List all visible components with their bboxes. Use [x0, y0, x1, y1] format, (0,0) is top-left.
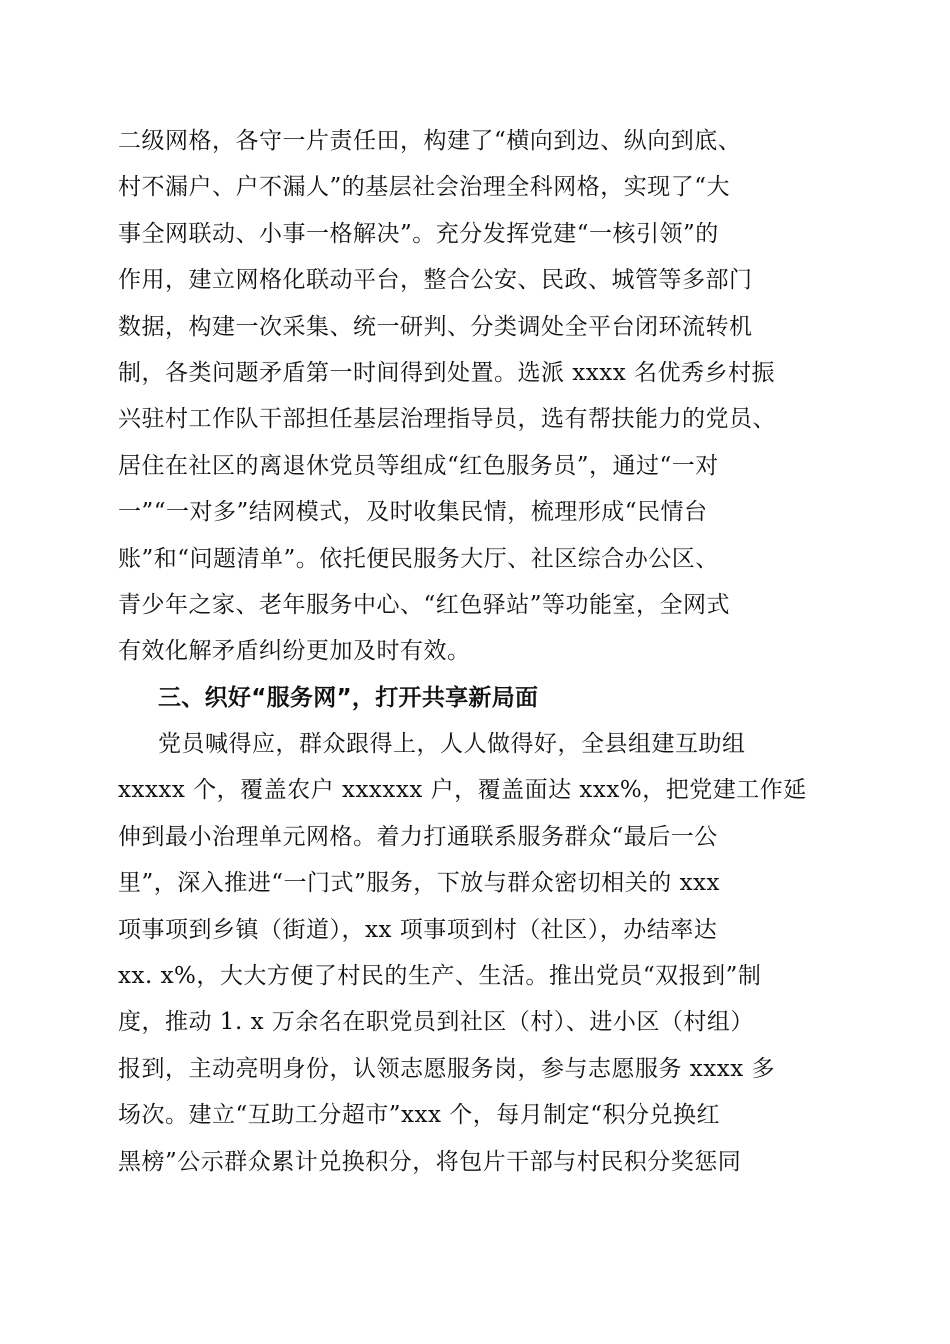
text-line: xxxxx 个，覆盖农户 xxxxxx 户，覆盖面达 xxx%，把党建工作延 [118, 777, 807, 804]
text-line: 作用，建立网格化联动平台，整合公安、民政、城管等多部门 [118, 267, 753, 294]
section-heading: 三、织好“服务网”，打开共享新局面 [158, 684, 539, 711]
text-line: 制，各类问题矛盾第一时间得到处置。选派 xxxx 名优秀乡村振 [118, 359, 776, 386]
text-line: 一”“一对多”结网模式，及时收集民情，梳理形成“民情台 [118, 499, 708, 526]
text-line: 党员喊得应，群众跟得上，人人做得好，全县组建互助组 [158, 731, 746, 758]
text-line: xx. x%，大大方便了村民的生产、生活。推出党员“双报到”制 [118, 963, 762, 990]
text-line: 项事项到乡镇（街道），xx 项事项到村（社区），办结率达 [118, 916, 718, 943]
text-line: 居住在社区的离退休党员等组成“红色服务员”，通过“一对 [118, 452, 719, 479]
text-line: 伸到最小治理单元网格。着力打通联系服务群众“最后一公 [118, 823, 718, 850]
text-line: 场次。建立“互助工分超市”xxx 个，每月制定“积分兑换红 [118, 1102, 720, 1129]
text-line: 事全网联动、小事一格解决”。充分发挥党建“一核引领”的 [118, 220, 719, 247]
text-line: 村不漏户、户不漏人”的基层社会治理全科网格，实现了“大 [118, 174, 731, 201]
text-line: 里”，深入推进“一门式”服务，下放与群众密切相关的 xxx [118, 870, 720, 897]
text-line: 数据，构建一次采集、统一研判、分类调处全平台闭环流转机 [118, 313, 753, 340]
text-line: 有效化解矛盾纠纷更加及时有效。 [118, 638, 471, 665]
text-line: 兴驻村工作队干部担任基层治理指导员，选有帮扶能力的党员、 [118, 406, 776, 433]
text-line: 账”和“问题清单”。依托便民服务大厅、社区综合办公区、 [118, 545, 719, 572]
document-body [118, 118, 833, 1185]
text-line: 度，推动 1. x 万余名在职党员到社区（村）、进小区（村组） [118, 1009, 754, 1036]
text-line: 黑榜”公示群众累计兑换积分，将包片干部与村民积分奖惩同 [118, 1148, 742, 1175]
text-line: 青少年之家、老年服务中心、“红色驿站”等功能室，全网式 [118, 591, 731, 618]
paragraph-grid-governance [118, 118, 833, 675]
text-line: 二级网格，各守一片责任田，构建了“横向到边、纵向到底、 [118, 128, 742, 154]
text-line: 报到，主动亮明身份，认领志愿服务岗，参与志愿服务 xxxx 多 [118, 1055, 776, 1082]
paragraph-service-network [118, 721, 833, 1185]
